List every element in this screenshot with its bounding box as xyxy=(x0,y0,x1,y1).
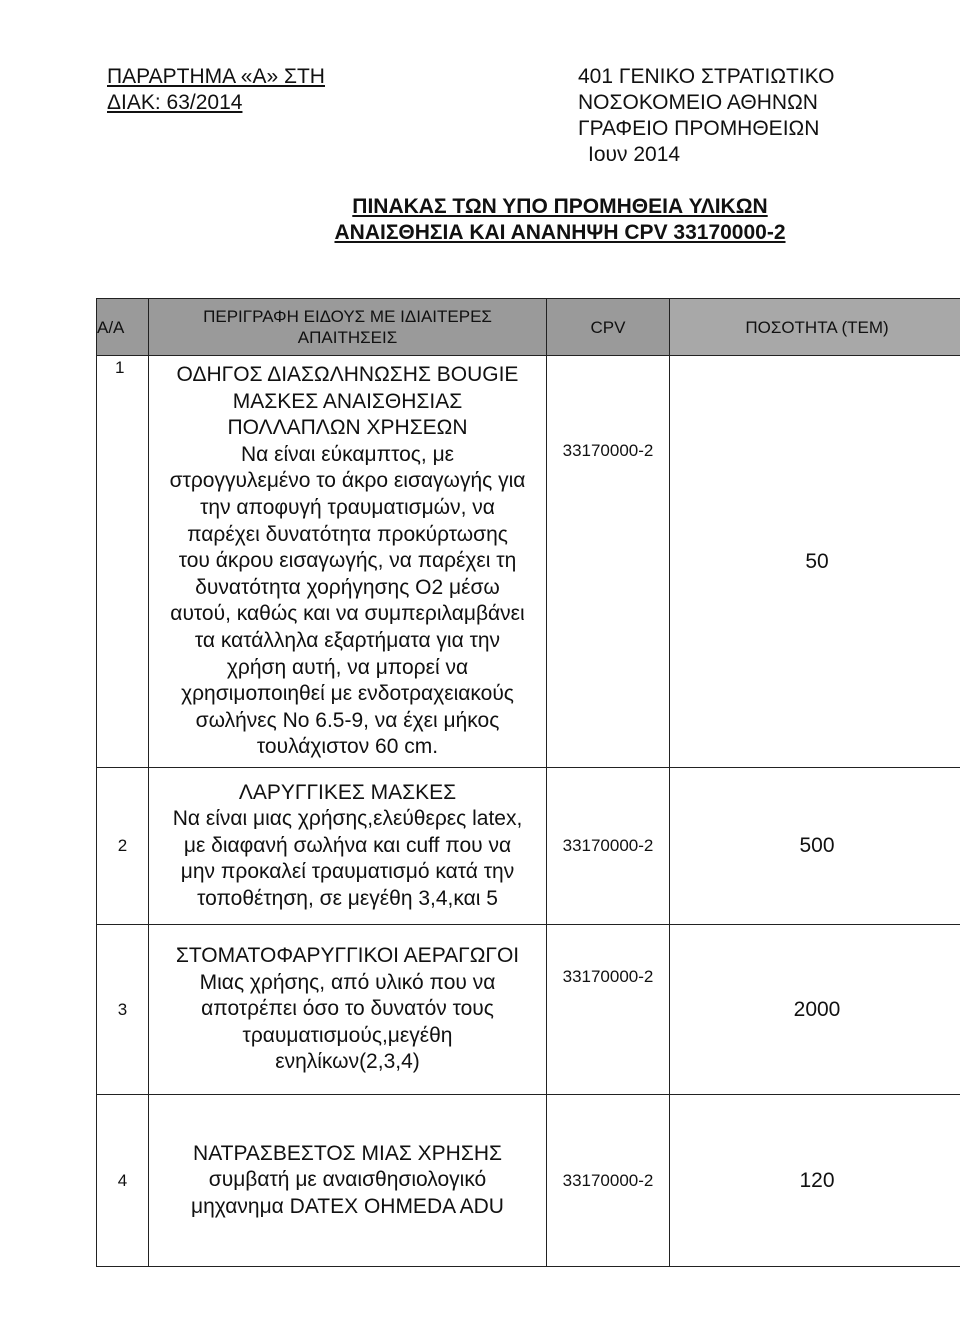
description-line: ΛΑΡΥΓΓΙΚΕΣ ΜΑΣΚΕΣ xyxy=(238,780,457,804)
cpv-code-text: 33170000-2 xyxy=(562,967,654,986)
quantity: 120 xyxy=(670,1095,960,1267)
description-line: χρησιμοποιηθεί με ενδοτραχειακούς xyxy=(181,682,514,706)
description-line: την αποφυγή τραυματισμών, να xyxy=(200,496,495,520)
document-title xyxy=(200,194,920,246)
header-description-line1: ΠΕΡΙΓΡΑΦΗ ΕΙΔΟΥΣ ΜΕ ΙΔΙΑΙΤΕΡΕΣ xyxy=(203,307,492,326)
header-cpv: CPV xyxy=(547,299,670,356)
description-line: δυνατότητα χορήγησης Ο2 μέσω xyxy=(195,575,500,599)
description-line: στρογγυλεμένο το άκρο εισαγωγής για xyxy=(169,469,526,493)
description-line: τοποθέτηση, σε μεγέθη 3,4,και 5 xyxy=(197,886,498,910)
description-line: Να είναι μιας χρήσης,ελεύθερες latex, xyxy=(172,807,523,831)
quantity: 50 xyxy=(670,356,960,768)
document-date: Ιουν 2014 xyxy=(588,143,681,166)
quantity: 500 xyxy=(670,768,960,925)
hospital-name-line1: 401 ΓΕΝΙΚΟ ΣΤΡΑΤΙΩΤΙΚΟ xyxy=(578,65,835,88)
row-number: 2 xyxy=(97,768,149,925)
description-line: τραυματισμούς,μεγέθη xyxy=(242,1023,453,1047)
row-number: 4 xyxy=(97,1095,149,1267)
items-table xyxy=(96,298,960,1267)
item-description-lines xyxy=(149,1141,546,1221)
description-line: ΟΔΗΓΟΣ ΔΙΑΣΩΛΗΝΩΣΗΣ BOUGIE xyxy=(176,363,519,387)
description-line: μηχανημα DATEX OHMEDA ADU xyxy=(191,1194,504,1218)
title-line2: ΑΝΑΙΣΘΗΣΙΑ ΚΑΙ ΑΝΑΝΗΨΗ CPV 33170000-2 xyxy=(334,221,786,244)
item-description xyxy=(149,1095,547,1267)
description-line: με διαφανή σωλήνα και cuff που να xyxy=(183,833,512,857)
hospital-name-line2: ΝΟΣΟΚΟΜΕΙΟ ΑΘΗΝΩΝ xyxy=(578,91,818,114)
row-number: 3 xyxy=(97,925,149,1095)
description-line: ΣΤΟΜΑΤΟΦΑΡΥΓΓΙΚΟΙ ΑΕΡΑΓΩΓΟΙ xyxy=(175,944,520,968)
item-description-lines xyxy=(149,943,546,1076)
cpv-code xyxy=(547,356,670,768)
description-line: συμβατή με αναισθησιολογικό xyxy=(208,1168,487,1192)
description-line: παρέχει δυνατότητα προκύρτωσης xyxy=(187,522,508,546)
description-line: ΜΑΣΚΕΣ ΑΝΑΙΣΘΗΣΙΑΣ xyxy=(232,389,463,413)
header-aa: Α/Α xyxy=(97,299,149,356)
header-description xyxy=(149,299,547,356)
description-line: τουλάχιστον 60 cm. xyxy=(256,735,439,759)
cpv-code-text: 33170000-2 xyxy=(562,441,654,460)
cpv-code: 33170000-2 xyxy=(547,1095,670,1267)
cpv-code xyxy=(547,925,670,1095)
description-line: ενηλίκων(2,3,4) xyxy=(275,1050,420,1074)
item-description xyxy=(149,768,547,925)
header-quantity: ΠΟΣΟΤΗΤΑ (ΤΕΜ) xyxy=(670,299,960,356)
tender-number: ΔΙΑΚ: 63/2014 xyxy=(107,91,243,114)
annex-reference xyxy=(107,64,325,116)
item-description xyxy=(149,925,547,1095)
table-row xyxy=(97,768,960,925)
description-line: σωλήνες Νο 6.5-9, να έχει μήκος xyxy=(195,708,500,732)
table-header-row xyxy=(97,299,960,356)
description-line: αποτρέπει όσο το δυνατόν τους xyxy=(201,997,494,1021)
office-name: ΓΡΑΦΕΙΟ ΠΡΟΜΗΘΕΙΩΝ xyxy=(578,117,820,140)
description-line: ΠΟΛΛΑΠΛΩΝ ΧΡΗΣΕΩΝ xyxy=(227,416,468,440)
row-number: 1 xyxy=(97,356,149,768)
title-line1: ΠΙΝΑΚΑΣ ΤΩΝ ΥΠΟ ΠΡΟΜΗΘΕΙΑ ΥΛΙΚΩΝ xyxy=(352,195,768,218)
description-line: τα κατάλληλα εξαρτήματα για την xyxy=(194,628,501,652)
header-description-line2: ΑΠΑΙΤΗΣΕΙΣ xyxy=(297,328,398,347)
item-description-lines xyxy=(149,362,546,761)
cpv-code: 33170000-2 xyxy=(547,768,670,925)
description-line: αυτού, καθώς και να συμπεριλαμβάνει xyxy=(170,602,525,626)
description-line: ΝΑΤΡΑΣΒΕΣΤΟΣ ΜΙΑΣ ΧΡΗΣΗΣ xyxy=(193,1141,502,1165)
description-line: του άκρου εισαγωγής, να παρέχει τη xyxy=(178,549,517,573)
item-description-lines xyxy=(149,780,546,913)
quantity: 2000 xyxy=(670,925,960,1095)
issuer-block xyxy=(578,64,834,168)
description-line: Να είναι εύκαμπτος, με xyxy=(240,442,455,466)
table-row xyxy=(97,925,960,1095)
description-line: Μιας χρήσης, από υλικό που να xyxy=(199,970,496,994)
description-line: χρήση αυτή, να μπορεί να xyxy=(226,655,469,679)
table-row xyxy=(97,1095,960,1267)
table-row xyxy=(97,356,960,768)
description-line: μην προκαλεί τραυματισμό κατά την xyxy=(180,860,515,884)
item-description xyxy=(149,356,547,768)
annex-label: ΠΑΡΑΡΤΗΜΑ «Α» ΣΤΗ xyxy=(107,65,325,88)
